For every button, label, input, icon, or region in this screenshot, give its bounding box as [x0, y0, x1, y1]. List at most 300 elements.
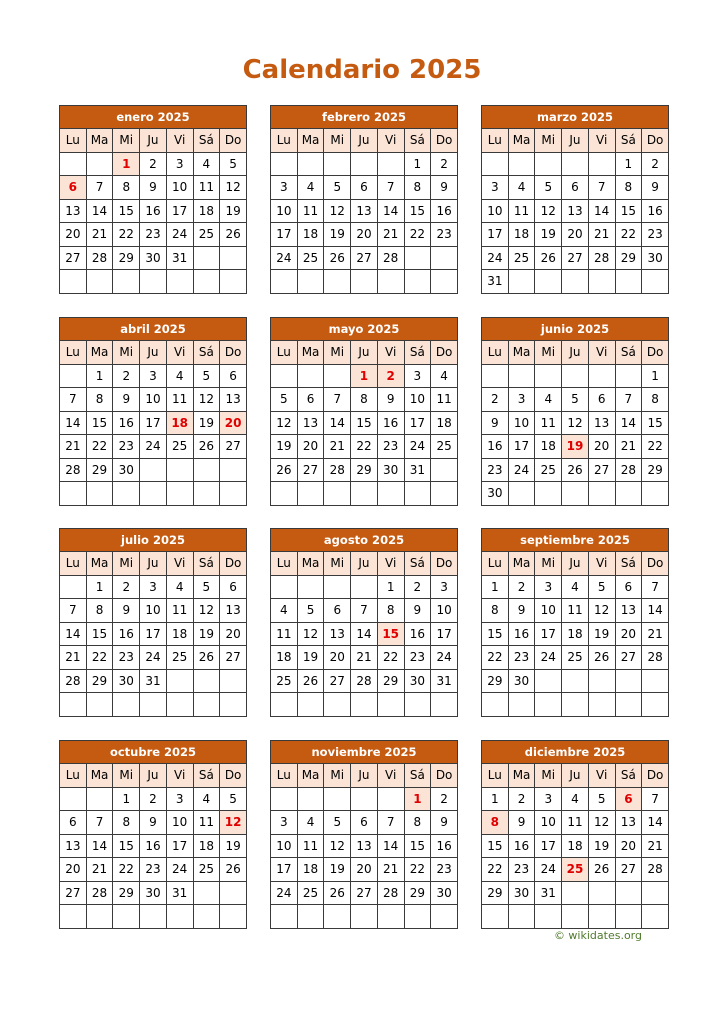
- day-cell: 6: [60, 811, 87, 835]
- day-cell: 3: [140, 364, 167, 388]
- day-cell: 10: [271, 199, 298, 223]
- month-name: diciembre 2025: [482, 741, 669, 764]
- day-cell: 14: [588, 199, 615, 223]
- empty-cell: [508, 270, 535, 294]
- day-cell: 25: [166, 646, 193, 670]
- day-cell: 17: [271, 858, 298, 882]
- day-cell: 27: [297, 458, 324, 482]
- day-cell: 3: [271, 811, 298, 835]
- weekday-label: Vi: [588, 764, 615, 788]
- weekday-label: Ju: [351, 764, 378, 788]
- weekday-label: Ma: [86, 341, 113, 365]
- day-cell: 10: [535, 599, 562, 623]
- month-calendar: [270, 740, 458, 929]
- day-cell: 18: [166, 411, 193, 435]
- empty-cell: [324, 482, 351, 506]
- day-cell: 21: [86, 858, 113, 882]
- empty-cell: [588, 270, 615, 294]
- day-cell: 13: [324, 622, 351, 646]
- empty-cell: [166, 458, 193, 482]
- day-cell: 1: [615, 152, 642, 176]
- day-cell: 3: [166, 152, 193, 176]
- day-cell: 5: [271, 388, 298, 412]
- day-cell: 15: [482, 622, 509, 646]
- day-cell: 6: [588, 388, 615, 412]
- day-cell: 3: [140, 575, 167, 599]
- day-cell: 3: [431, 575, 458, 599]
- weekday-label: Vi: [166, 552, 193, 576]
- day-cell: 6: [562, 176, 589, 200]
- empty-cell: [271, 364, 298, 388]
- day-cell: 19: [297, 646, 324, 670]
- day-cell: 2: [642, 152, 669, 176]
- day-cell: 12: [535, 199, 562, 223]
- empty-cell: [615, 669, 642, 693]
- day-cell: 24: [482, 246, 509, 270]
- weekday-label: Lu: [482, 764, 509, 788]
- day-cell: 2: [113, 364, 140, 388]
- day-cell: 21: [324, 435, 351, 459]
- empty-cell: [166, 693, 193, 717]
- day-cell: 20: [324, 646, 351, 670]
- day-cell: 2: [140, 787, 167, 811]
- weekday-label: Ju: [351, 129, 378, 153]
- weekday-label: Do: [642, 129, 669, 153]
- day-cell: 17: [166, 834, 193, 858]
- empty-cell: [271, 575, 298, 599]
- day-cell: 17: [140, 622, 167, 646]
- day-cell: 9: [431, 811, 458, 835]
- day-cell: 20: [588, 435, 615, 459]
- day-cell: 16: [377, 411, 404, 435]
- weekday-label: Do: [642, 552, 669, 576]
- empty-cell: [482, 364, 509, 388]
- day-cell: 15: [482, 834, 509, 858]
- empty-cell: [220, 482, 247, 506]
- day-cell: 20: [297, 435, 324, 459]
- empty-cell: [377, 270, 404, 294]
- day-cell: 16: [140, 199, 167, 223]
- day-cell: 19: [193, 622, 220, 646]
- day-cell: 18: [271, 646, 298, 670]
- weekday-label: Mi: [113, 552, 140, 576]
- day-cell: 29: [86, 669, 113, 693]
- day-cell: 21: [588, 223, 615, 247]
- day-cell: 7: [588, 176, 615, 200]
- month-table: [59, 528, 247, 717]
- day-cell: 4: [508, 176, 535, 200]
- weekday-label: Ju: [351, 341, 378, 365]
- weekday-label: Lu: [60, 764, 87, 788]
- day-cell: 2: [508, 787, 535, 811]
- empty-cell: [271, 787, 298, 811]
- day-cell: 7: [86, 176, 113, 200]
- weekday-label: Do: [220, 552, 247, 576]
- day-cell: 5: [324, 811, 351, 835]
- empty-cell: [508, 482, 535, 506]
- day-cell: 23: [404, 646, 431, 670]
- day-cell: 16: [431, 834, 458, 858]
- month-table: [481, 740, 669, 929]
- empty-cell: [166, 270, 193, 294]
- empty-cell: [535, 270, 562, 294]
- day-cell: 19: [535, 223, 562, 247]
- day-cell: 21: [642, 622, 669, 646]
- day-cell: 13: [60, 834, 87, 858]
- empty-cell: [535, 482, 562, 506]
- month-name: marzo 2025: [482, 106, 669, 129]
- day-cell: 14: [615, 411, 642, 435]
- day-cell: 25: [271, 669, 298, 693]
- empty-cell: [615, 693, 642, 717]
- empty-cell: [615, 364, 642, 388]
- day-cell: 28: [60, 458, 87, 482]
- empty-cell: [508, 693, 535, 717]
- day-cell: 15: [351, 411, 378, 435]
- day-cell: 15: [615, 199, 642, 223]
- weekday-label: Ma: [508, 341, 535, 365]
- empty-cell: [297, 152, 324, 176]
- day-cell: 13: [351, 199, 378, 223]
- month-table: [270, 317, 458, 506]
- day-cell: 25: [193, 858, 220, 882]
- day-cell: 29: [404, 881, 431, 905]
- day-cell: 4: [297, 811, 324, 835]
- month-name: junio 2025: [482, 318, 669, 341]
- month-table: [481, 528, 669, 717]
- empty-cell: [220, 669, 247, 693]
- day-cell: 22: [482, 858, 509, 882]
- day-cell: 4: [166, 364, 193, 388]
- month-calendar: [270, 317, 458, 506]
- day-cell: 2: [431, 152, 458, 176]
- empty-cell: [615, 881, 642, 905]
- day-cell: 26: [193, 435, 220, 459]
- weekday-label: Ju: [140, 552, 167, 576]
- day-cell: 25: [193, 223, 220, 247]
- day-cell: 20: [615, 834, 642, 858]
- empty-cell: [615, 482, 642, 506]
- day-cell: 28: [642, 646, 669, 670]
- day-cell: 8: [482, 599, 509, 623]
- day-cell: 14: [324, 411, 351, 435]
- day-cell: 31: [404, 458, 431, 482]
- weekday-label: Sá: [193, 341, 220, 365]
- day-cell: 15: [642, 411, 669, 435]
- empty-cell: [271, 270, 298, 294]
- empty-cell: [508, 364, 535, 388]
- month-name: noviembre 2025: [271, 741, 458, 764]
- month-table: [481, 105, 669, 294]
- day-cell: 28: [588, 246, 615, 270]
- month-calendar: [481, 317, 669, 506]
- empty-cell: [324, 693, 351, 717]
- day-cell: 27: [351, 881, 378, 905]
- weekday-label: Mi: [113, 764, 140, 788]
- weekday-label: Ju: [351, 552, 378, 576]
- weekday-label: Do: [642, 764, 669, 788]
- empty-cell: [297, 575, 324, 599]
- weekday-label: Vi: [166, 341, 193, 365]
- day-cell: 22: [482, 646, 509, 670]
- day-cell: 23: [113, 435, 140, 459]
- day-cell: 17: [271, 223, 298, 247]
- day-cell: 29: [113, 881, 140, 905]
- empty-cell: [615, 905, 642, 929]
- day-cell: 8: [615, 176, 642, 200]
- day-cell: 20: [351, 858, 378, 882]
- empty-cell: [271, 905, 298, 929]
- day-cell: 24: [508, 458, 535, 482]
- day-cell: 3: [271, 176, 298, 200]
- day-cell: 30: [113, 669, 140, 693]
- empty-cell: [271, 482, 298, 506]
- day-cell: 26: [297, 669, 324, 693]
- day-cell: 6: [297, 388, 324, 412]
- weekday-label: Ma: [297, 764, 324, 788]
- day-cell: 15: [377, 622, 404, 646]
- empty-cell: [297, 693, 324, 717]
- day-cell: 19: [324, 223, 351, 247]
- day-cell: 21: [86, 223, 113, 247]
- day-cell: 8: [642, 388, 669, 412]
- day-cell: 21: [377, 858, 404, 882]
- day-cell: 28: [377, 881, 404, 905]
- day-cell: 12: [193, 388, 220, 412]
- day-cell: 26: [324, 881, 351, 905]
- day-cell: 23: [113, 646, 140, 670]
- day-cell: 28: [324, 458, 351, 482]
- day-cell: 24: [535, 858, 562, 882]
- weekday-label: Lu: [60, 552, 87, 576]
- empty-cell: [113, 693, 140, 717]
- day-cell: 7: [351, 599, 378, 623]
- month-name: julio 2025: [60, 529, 247, 552]
- weekday-label: Ma: [86, 764, 113, 788]
- weekday-label: Sá: [193, 129, 220, 153]
- month-name: febrero 2025: [271, 106, 458, 129]
- day-cell: 18: [193, 834, 220, 858]
- weekday-label: Vi: [377, 552, 404, 576]
- day-cell: 21: [377, 223, 404, 247]
- empty-cell: [220, 458, 247, 482]
- day-cell: 2: [140, 152, 167, 176]
- day-cell: 14: [351, 622, 378, 646]
- day-cell: 16: [431, 199, 458, 223]
- weekday-label: Mi: [324, 764, 351, 788]
- day-cell: 1: [642, 364, 669, 388]
- day-cell: 14: [642, 599, 669, 623]
- day-cell: 6: [351, 811, 378, 835]
- month-table: [59, 317, 247, 506]
- day-cell: 28: [60, 669, 87, 693]
- day-cell: 23: [431, 858, 458, 882]
- day-cell: 11: [193, 176, 220, 200]
- weekday-label: Ju: [562, 552, 589, 576]
- empty-cell: [60, 787, 87, 811]
- weekday-label: Vi: [588, 129, 615, 153]
- day-cell: 10: [508, 411, 535, 435]
- day-cell: 8: [377, 599, 404, 623]
- empty-cell: [508, 152, 535, 176]
- day-cell: 21: [60, 646, 87, 670]
- day-cell: 13: [588, 411, 615, 435]
- day-cell: 13: [351, 834, 378, 858]
- empty-cell: [535, 152, 562, 176]
- empty-cell: [404, 246, 431, 270]
- day-cell: 14: [86, 199, 113, 223]
- day-cell: 7: [642, 787, 669, 811]
- day-cell: 17: [166, 199, 193, 223]
- day-cell: 24: [404, 435, 431, 459]
- day-cell: 19: [588, 834, 615, 858]
- day-cell: 2: [113, 575, 140, 599]
- weekday-label: Ma: [297, 552, 324, 576]
- empty-cell: [562, 881, 589, 905]
- day-cell: 6: [220, 575, 247, 599]
- day-cell: 2: [482, 388, 509, 412]
- month-calendar: [481, 740, 669, 929]
- day-cell: 16: [404, 622, 431, 646]
- day-cell: 10: [140, 599, 167, 623]
- weekday-label: Sá: [615, 764, 642, 788]
- day-cell: 7: [60, 599, 87, 623]
- weekday-label: Do: [431, 341, 458, 365]
- weekday-label: Ju: [140, 341, 167, 365]
- empty-cell: [535, 364, 562, 388]
- day-cell: 28: [351, 669, 378, 693]
- empty-cell: [482, 905, 509, 929]
- empty-cell: [60, 575, 87, 599]
- empty-cell: [193, 270, 220, 294]
- day-cell: 23: [140, 223, 167, 247]
- weekday-label: Sá: [615, 129, 642, 153]
- day-cell: 7: [377, 811, 404, 835]
- day-cell: 11: [271, 622, 298, 646]
- empty-cell: [60, 693, 87, 717]
- day-cell: 27: [615, 858, 642, 882]
- day-cell: 6: [351, 176, 378, 200]
- day-cell: 12: [562, 411, 589, 435]
- day-cell: 18: [431, 411, 458, 435]
- empty-cell: [588, 482, 615, 506]
- day-cell: 3: [166, 787, 193, 811]
- day-cell: 16: [508, 622, 535, 646]
- day-cell: 1: [482, 787, 509, 811]
- day-cell: 8: [351, 388, 378, 412]
- weekday-label: Ma: [508, 552, 535, 576]
- day-cell: 8: [86, 599, 113, 623]
- day-cell: 28: [86, 881, 113, 905]
- day-cell: 1: [404, 787, 431, 811]
- day-cell: 31: [140, 669, 167, 693]
- day-cell: 11: [297, 199, 324, 223]
- weekday-label: Do: [431, 764, 458, 788]
- day-cell: 12: [297, 622, 324, 646]
- day-cell: 14: [60, 411, 87, 435]
- day-cell: 5: [562, 388, 589, 412]
- empty-cell: [60, 905, 87, 929]
- day-cell: 4: [166, 575, 193, 599]
- day-cell: 16: [140, 834, 167, 858]
- empty-cell: [377, 693, 404, 717]
- day-cell: 21: [351, 646, 378, 670]
- empty-cell: [377, 905, 404, 929]
- empty-cell: [562, 364, 589, 388]
- month-table: [270, 105, 458, 294]
- day-cell: 25: [166, 435, 193, 459]
- empty-cell: [562, 270, 589, 294]
- day-cell: 25: [562, 646, 589, 670]
- day-cell: 19: [271, 435, 298, 459]
- day-cell: 12: [193, 599, 220, 623]
- day-cell: 15: [404, 199, 431, 223]
- month-name: septiembre 2025: [482, 529, 669, 552]
- day-cell: 11: [431, 388, 458, 412]
- day-cell: 2: [508, 575, 535, 599]
- day-cell: 9: [113, 599, 140, 623]
- month-name: mayo 2025: [271, 318, 458, 341]
- day-cell: 17: [535, 622, 562, 646]
- weekday-label: Do: [220, 129, 247, 153]
- day-cell: 18: [535, 435, 562, 459]
- day-cell: 21: [642, 834, 669, 858]
- day-cell: 8: [482, 811, 509, 835]
- weekday-label: Do: [431, 552, 458, 576]
- day-cell: 20: [60, 858, 87, 882]
- day-cell: 3: [535, 787, 562, 811]
- day-cell: 26: [588, 858, 615, 882]
- day-cell: 1: [113, 152, 140, 176]
- day-cell: 13: [562, 199, 589, 223]
- day-cell: 12: [588, 599, 615, 623]
- empty-cell: [324, 905, 351, 929]
- day-cell: 31: [166, 881, 193, 905]
- day-cell: 18: [508, 223, 535, 247]
- day-cell: 29: [615, 246, 642, 270]
- empty-cell: [297, 482, 324, 506]
- day-cell: 22: [113, 858, 140, 882]
- day-cell: 19: [220, 834, 247, 858]
- weekday-label: Lu: [271, 341, 298, 365]
- day-cell: 27: [615, 646, 642, 670]
- day-cell: 3: [482, 176, 509, 200]
- day-cell: 26: [220, 223, 247, 247]
- day-cell: 29: [642, 458, 669, 482]
- month-table: [270, 528, 458, 717]
- day-cell: 30: [113, 458, 140, 482]
- day-cell: 5: [297, 599, 324, 623]
- empty-cell: [482, 152, 509, 176]
- day-cell: 12: [220, 176, 247, 200]
- empty-cell: [113, 270, 140, 294]
- day-cell: 16: [113, 411, 140, 435]
- day-cell: 22: [404, 858, 431, 882]
- day-cell: 23: [431, 223, 458, 247]
- day-cell: 9: [482, 411, 509, 435]
- month-calendar: [59, 528, 247, 717]
- day-cell: 1: [113, 787, 140, 811]
- empty-cell: [535, 693, 562, 717]
- day-cell: 29: [482, 669, 509, 693]
- weekday-label: Do: [220, 764, 247, 788]
- day-cell: 30: [140, 246, 167, 270]
- weekday-label: Mi: [324, 341, 351, 365]
- empty-cell: [642, 881, 669, 905]
- day-cell: 18: [562, 834, 589, 858]
- empty-cell: [60, 482, 87, 506]
- month-calendar: [270, 528, 458, 717]
